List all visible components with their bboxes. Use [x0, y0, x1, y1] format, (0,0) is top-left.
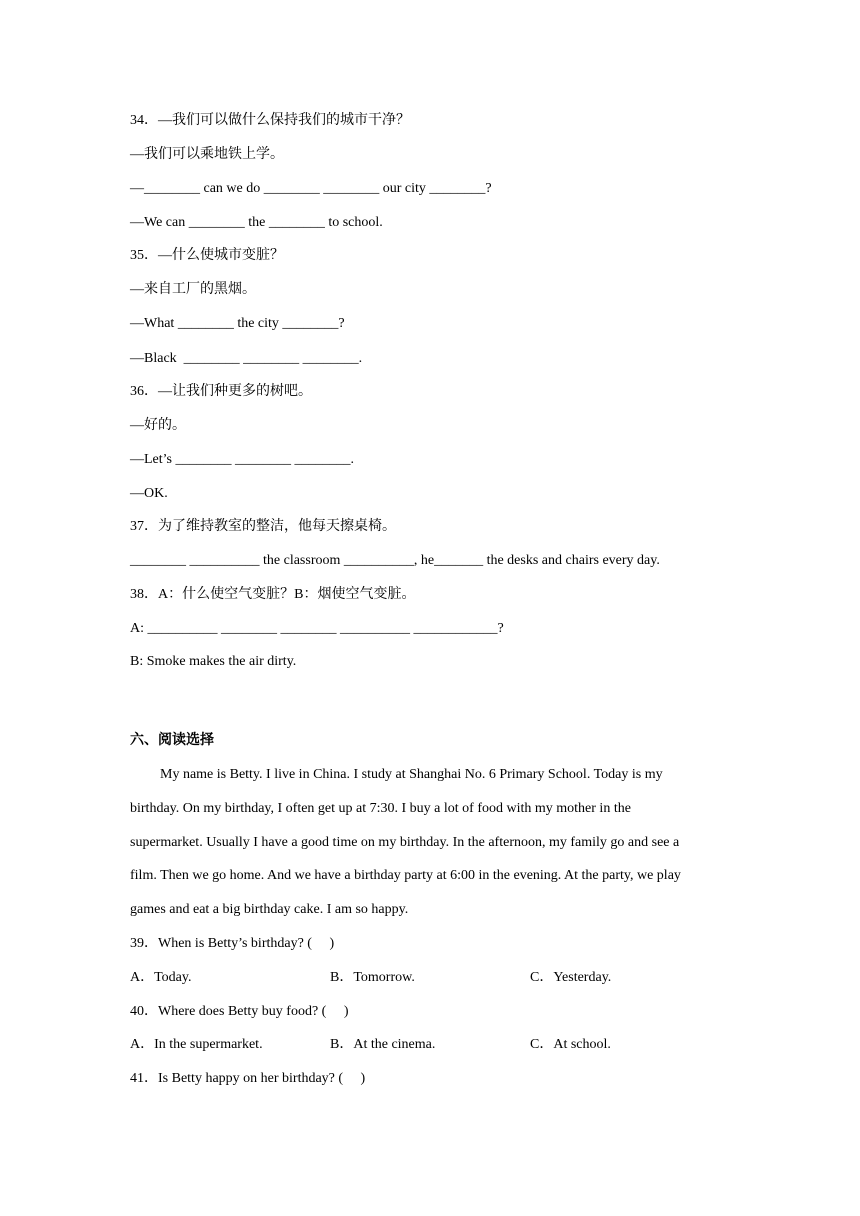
- q34-blank-line-1: —________ can we do ________ ________ our city ________?: [130, 181, 492, 196]
- q34-prompt: 34．—我们可以做什么保持我们的城市干净？: [130, 113, 410, 128]
- q40-prompt: 40．Where does Betty buy food? ( ): [130, 1004, 349, 1019]
- q35-blank-line-2: —Black ________ ________ ________.: [130, 351, 363, 366]
- q38-answer-b: B: Smoke makes the air dirty.: [130, 654, 297, 669]
- q39-option-c: C．Yesterday.: [530, 970, 612, 985]
- passage-line-3: supermarket. Usually I have a good time on my birthday. In the afternoon, my family go and see a: [130, 835, 680, 850]
- q34-blank-line-2: —We can ________ the ________ to school.: [130, 215, 383, 230]
- q36-answer-english: —OK.: [130, 486, 168, 501]
- q36-blank-line-1: —Let’s ________ ________ ________.: [130, 452, 354, 467]
- q39-option-b: B．Tomorrow.: [330, 970, 415, 985]
- q37-prompt: 37．为了维持教室的整洁，他每天擦桌椅。: [130, 519, 396, 534]
- section-heading: 六、阅读选择: [130, 733, 214, 748]
- q38-prompt: 38．A：什么使空气变脏？B：烟使空气变脏。: [130, 587, 416, 602]
- passage-line-1: My name is Betty. I live in China. I study at Shanghai No. 6 Primary School. Today is my: [160, 767, 663, 782]
- q40-option-c: C．At school.: [530, 1037, 611, 1052]
- q39-prompt: 39．When is Betty’s birthday? ( ): [130, 936, 335, 951]
- q35-answer-chinese: —来自工厂的黑烟。: [130, 282, 256, 297]
- q40-option-b: B．At the cinema.: [330, 1037, 436, 1052]
- q34-answer-chinese: —我们可以乘地铁上学。: [130, 147, 284, 162]
- q35-prompt: 35．—什么使城市变脏？: [130, 248, 284, 263]
- passage-line-2: birthday. On my birthday, I often get up at 7:30. I buy a lot of food with my mother in the: [130, 801, 631, 816]
- q36-answer-chinese: —好的。: [130, 418, 186, 433]
- q40-option-a: A．In the supermarket.: [130, 1037, 263, 1052]
- q36-prompt: 36．—让我们种更多的树吧。: [130, 384, 312, 399]
- q41-prompt: 41．Is Betty happy on her birthday? ( ): [130, 1071, 366, 1086]
- passage-line-5: games and eat a big birthday cake. I am so happy.: [130, 902, 409, 917]
- q37-blank-line: ________ __________ the classroom __________, he_______ the desks and chairs every day.: [130, 553, 660, 568]
- q38-blank-line: A: __________ ________ ________ __________ ____________?: [130, 621, 504, 636]
- q39-option-a: A．Today.: [130, 970, 192, 985]
- q35-blank-line-1: —What ________ the city ________?: [130, 316, 345, 331]
- passage-line-4: film. Then we go home. And we have a birthday party at 6:00 in the evening. At the party, we play: [130, 868, 681, 883]
